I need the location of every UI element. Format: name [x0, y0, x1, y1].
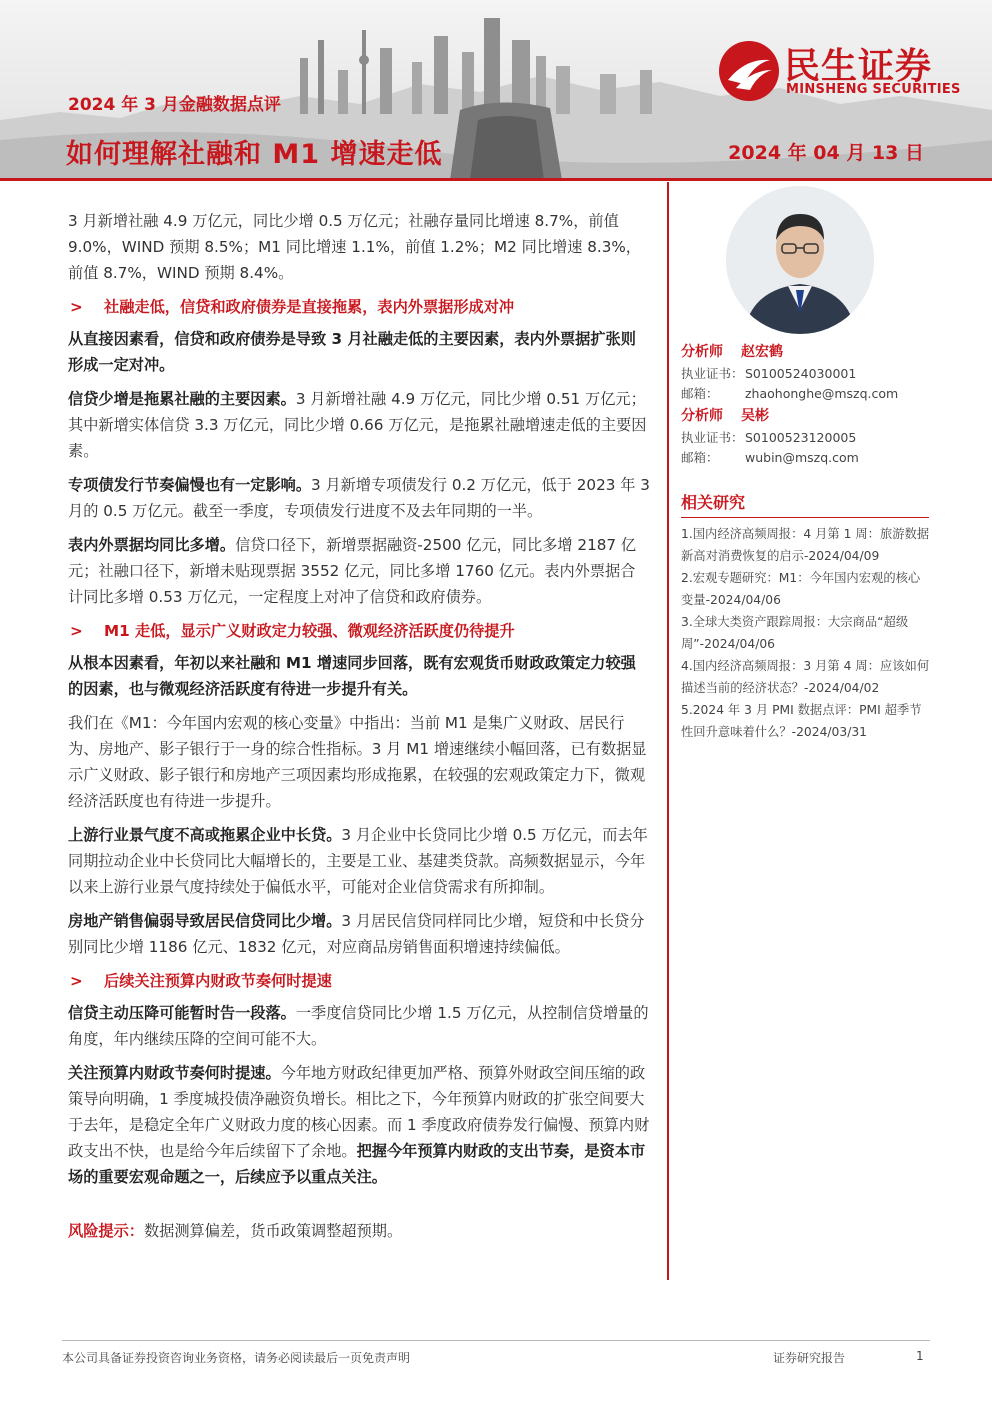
paragraph — [68, 386, 650, 464]
bold-lead: 表内外票据均同比多增。 — [68, 536, 236, 554]
arrow-icon: > — [70, 298, 83, 316]
analyst-2-cert — [681, 428, 931, 448]
analyst-1-cert — [681, 364, 931, 384]
paragraph — [68, 908, 650, 960]
related-item[interactable]: 1.国内经济高频周报：4 月第 1 周：旅游数据新高对消费恢复的启示-2024/04/09 — [681, 527, 930, 563]
section-heading-2 — [68, 618, 650, 644]
analyst-2-email — [681, 448, 931, 468]
report-title: 如何理解社融和 M1 增速走低 — [66, 139, 443, 170]
risk-note — [68, 1218, 650, 1244]
paragraph-text: 3 月新增社融 4.9 万亿元，同比少增 0.51 万亿元；其中新增实体信贷 3.3 万亿元，同比少增 0.66 万亿元，是拖累社融增速走低的主要因素。 — [68, 390, 647, 460]
page-number: 1 — [916, 1349, 924, 1363]
cert-label: 执业证书： — [681, 366, 744, 381]
arrow-icon: > — [70, 622, 83, 640]
analyst-1-email — [681, 384, 931, 404]
cert-number: S0100523120005 — [745, 430, 857, 445]
paragraph-text: 一季度信贷同比少增 1.5 万亿元，从控制信贷增量的角度，年内继续压降的空间可能不大。 — [68, 1004, 649, 1048]
report-series: 2024 年 3 月金融数据点评 — [68, 95, 281, 115]
header-divider — [0, 178, 992, 181]
related-item[interactable]: 2.宏观专题研究：M1：今年国内宏观的核心变量-2024/04/06 — [681, 571, 921, 607]
email-label: 邮箱： — [681, 450, 719, 465]
footer-report-type: 证券研究报告 — [773, 1351, 846, 1365]
bold-lead: 上游行业景气度不高或拖累企业中长贷。 — [68, 826, 342, 844]
paragraph-text: 3 月新增专项债发行 0.2 万亿元，低于 2023 年 3 月的 0.5 万亿元。截至一季度，专项债发行进度不及去年同期的一半。 — [68, 476, 650, 520]
analyst-name: 吴彬 — [741, 408, 769, 424]
cert-label: 执业证书： — [681, 430, 744, 445]
cert-number: S0100524030001 — [745, 366, 857, 381]
section-heading-text: 后续关注预算内财政节奏何时提速 — [104, 972, 332, 990]
analyst-name: 赵宏鹤 — [741, 344, 783, 360]
paragraph — [68, 1060, 650, 1190]
analyst-1-row — [681, 340, 931, 364]
logo-chinese-name: 民生证券 — [784, 46, 933, 87]
risk-label: 风险提示： — [68, 1222, 144, 1240]
logo-mark-icon — [718, 40, 780, 102]
paragraph — [68, 650, 650, 702]
related-item[interactable]: 3.全球大类资产跟踪周报：大宗商品“超级周”-2024/04/06 — [681, 615, 909, 651]
related-research-title: 相关研究 — [681, 490, 929, 518]
related-item[interactable]: 4.国内经济高频周报：3 月第 4 周：应该如何描述当前的经济状态？-2024/04/02 — [681, 659, 930, 695]
section-heading-text: M1 走低，显示广义财政定力较强、微观经济活跃度仍待提升 — [104, 622, 515, 640]
arrow-icon: > — [70, 972, 83, 990]
related-research-list — [681, 524, 931, 743]
bold-lead: 信贷少增是拖累社融的主要因素。 — [68, 390, 296, 408]
section-heading-text: 社融走低，信贷和政府债券是直接拖累，表内外票据形成对冲 — [104, 298, 515, 316]
report-date: 2024 年 04 月 13 日 — [728, 142, 924, 164]
bold-conclusion: 把握今年预算内财政的支出节奏，是资本市场的重要宏观命题之一，后续应予以重点关注。 — [68, 1142, 646, 1186]
paragraph — [68, 1000, 650, 1052]
sidebar — [681, 340, 931, 744]
bold-lead: 专项债发行节奏偏慢也有一定影响。 — [68, 476, 311, 494]
logo-english-name: MINSHENG SECURITIES — [786, 82, 961, 97]
bold-lead: 信贷主动压降可能暂时告一段落。 — [68, 1004, 296, 1022]
main-content — [68, 208, 650, 1252]
bold-lead: 从直接因素看，信贷和政府债券是导致 3 月社融走低的主要因素，表内外票据扩张则形成一定对冲。 — [68, 330, 636, 374]
paragraph: 我们在《M1：今年国内宏观的核心变量》中指出：当前 M1 是集广义财政、居民行为、房地产、影子银行于一身的综合性指标。3 月 M1 增速继续小幅回落，已有数据显示广义财政、影子银行和房地产三项因素均形成拖累，在较强的宏观政策定力下，微观经济活跃度也有待进一步提升。 — [68, 714, 647, 810]
bold-lead: 房地产销售偏弱导致居民信贷同比少增。 — [68, 912, 342, 930]
bold-lead: 关注预算内财政节奏何时提速。 — [68, 1064, 281, 1082]
email-label: 邮箱： — [681, 386, 719, 401]
paragraph — [68, 532, 650, 610]
intro-paragraph: 3 月新增社融 4.9 万亿元，同比少增 0.5 万亿元；社融存量同比增速 8.7%，前值 9.0%，WIND 预期 8.5%；M1 同比增速 1.1%，前值 1.2%；M2 同比增速 8.3%，前值 8.7%，WIND 预期 8.4%。 — [68, 212, 641, 282]
related-item[interactable]: 5.2024 年 3 月 PMI 数据点评：PMI 超季节性回升意味着什么？-2024/03/31 — [681, 703, 922, 739]
analyst-2-row — [681, 404, 931, 428]
footer-disclaimer: 本公司具备证券投资咨询业务资格，请务必阅读最后一页免责声明 — [62, 1351, 411, 1365]
paragraph — [68, 472, 650, 524]
section-heading-3 — [68, 968, 650, 994]
analyst-role: 分析师 — [681, 408, 723, 424]
footer-divider — [62, 1340, 930, 1341]
section-heading-1 — [68, 294, 650, 320]
paragraph-text: 3 月居民信贷同样同比少增，短贷和中长贷分别同比少增 1186 亿元、1832 亿元，对应商品房销售面积增速持续偏低。 — [68, 912, 645, 956]
paragraph — [68, 326, 650, 378]
header-banner — [0, 0, 992, 180]
column-divider — [667, 182, 669, 1280]
analyst-photo — [726, 186, 874, 334]
paragraph — [68, 822, 650, 900]
risk-text: 数据测算偏差，货币政策调整超预期。 — [143, 1222, 403, 1240]
paragraph-text: 今年地方财政纪律更加严格、预算外财政空间压缩的政策导向明确，1 季度城投债净融资负增长。相比之下，今年预算内财政的扩张空间要大于去年，是稳定全年广义财政力度的核心因素。而 1 季度政府债券发行偏慢、预算内财政支出不快，也是给今年后续留下了余地。 — [68, 1064, 650, 1160]
paragraph-text: 3 月企业中长贷同比少增 0.5 万亿元，而去年同期拉动企业中长贷同比大幅增长的，主要是工业、基建类贷款。高频数据显示，今年以来上游行业景气度持续处于偏低水平，可能对企业信贷需求有所抑制。 — [68, 826, 648, 896]
analyst-role: 分析师 — [681, 344, 723, 360]
analyst-portrait-image — [726, 186, 874, 334]
email-address: zhaohonghe@mszq.com — [745, 386, 899, 401]
company-logo — [718, 36, 968, 106]
bold-lead: 从根本因素看，年初以来社融和 M1 增速同步回落，既有宏观货币财政政策定力较强的因素，也与微观经济活跃度有待进一步提升有关。 — [68, 654, 636, 698]
paragraph-text: 信贷口径下，新增票据融资-2500 亿元，同比多增 2187 亿元；社融口径下，新增未贴现票据 3552 亿元，同比多增 1760 亿元。表内外票据合计同比多增 0.53 万亿元，一定程度上对冲了信贷和政府债券。 — [68, 536, 637, 606]
email-address: wubin@mszq.com — [745, 450, 859, 465]
